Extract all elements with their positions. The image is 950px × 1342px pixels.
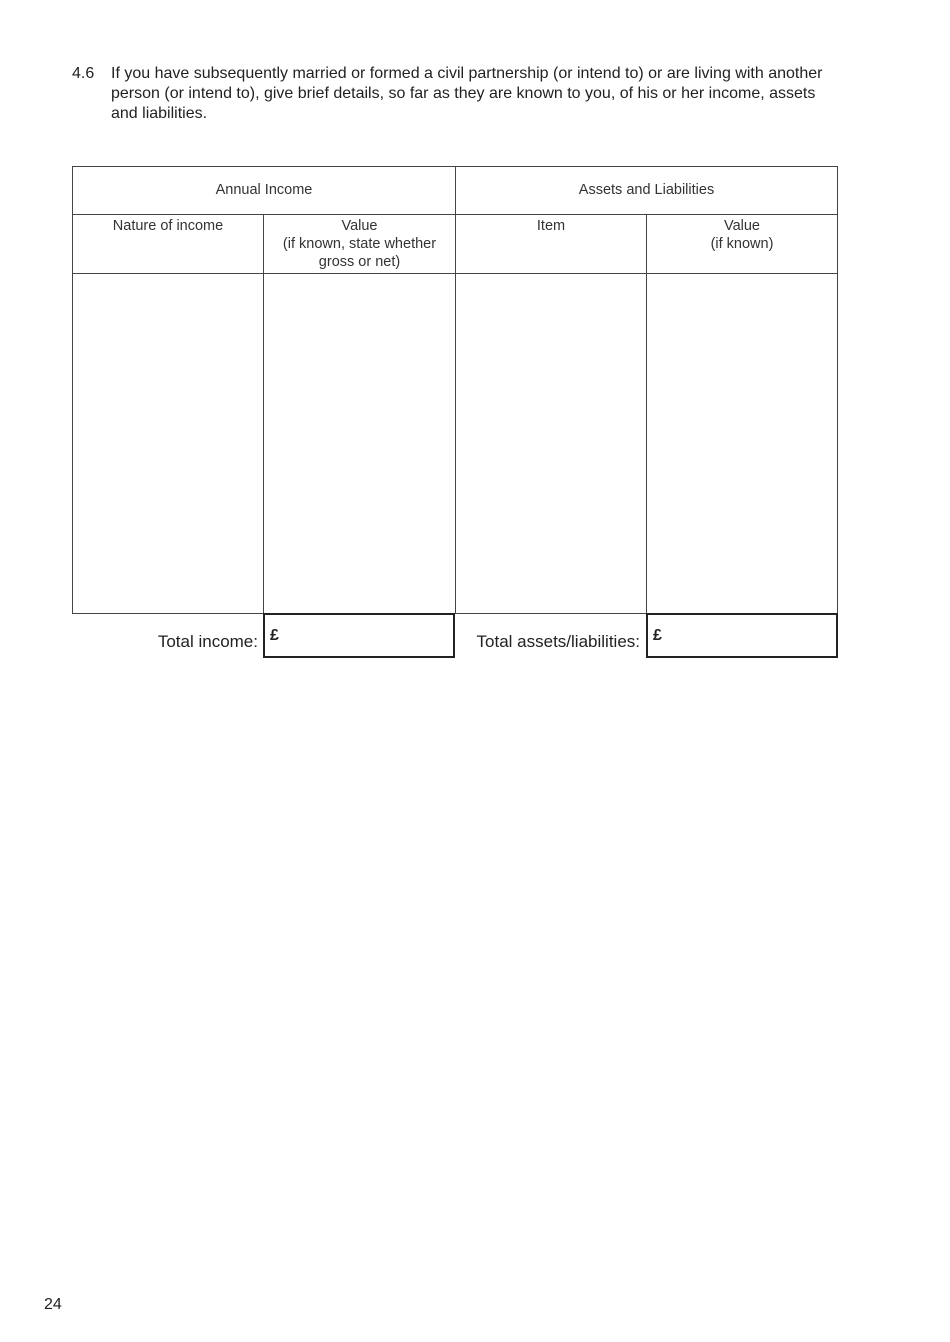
income-value-header: Value (if known, state whether gross or net) [282, 218, 437, 270]
assets-currency-symbol: £ [653, 627, 662, 644]
income-assets-table [72, 166, 838, 614]
question-number: 4.6 [72, 65, 95, 82]
total-income-label: Total income: [157, 632, 258, 651]
item-entry[interactable] [456, 274, 646, 613]
assets-liabilities-title: Assets and Liabilities [578, 182, 715, 198]
page-number: 24 [44, 1296, 62, 1313]
item-header: Item [536, 218, 566, 234]
nature-of-income-entry[interactable] [73, 274, 263, 613]
asset-value-entry[interactable] [647, 274, 837, 613]
total-assets-liabilities-field[interactable] [646, 613, 838, 658]
total-assets-liabilities-label: Total assets/liabilities: [476, 632, 640, 651]
total-income-field[interactable] [263, 613, 455, 658]
nature-of-income-header: Nature of income [112, 218, 224, 234]
divider-title-row [73, 214, 837, 215]
annual-income-title: Annual Income [215, 182, 313, 198]
asset-value-header: Value (if known) [710, 218, 774, 252]
income-currency-symbol: £ [270, 627, 279, 644]
question-text: If you have subsequently married or formed a civil partnership (or intend to) or are living with another person (or intend to), give brief details, so far as they are known to you, of his or her income, assets and liabilities. [111, 65, 823, 122]
income-value-entry[interactable] [264, 274, 455, 613]
question-4-6 [72, 64, 842, 124]
